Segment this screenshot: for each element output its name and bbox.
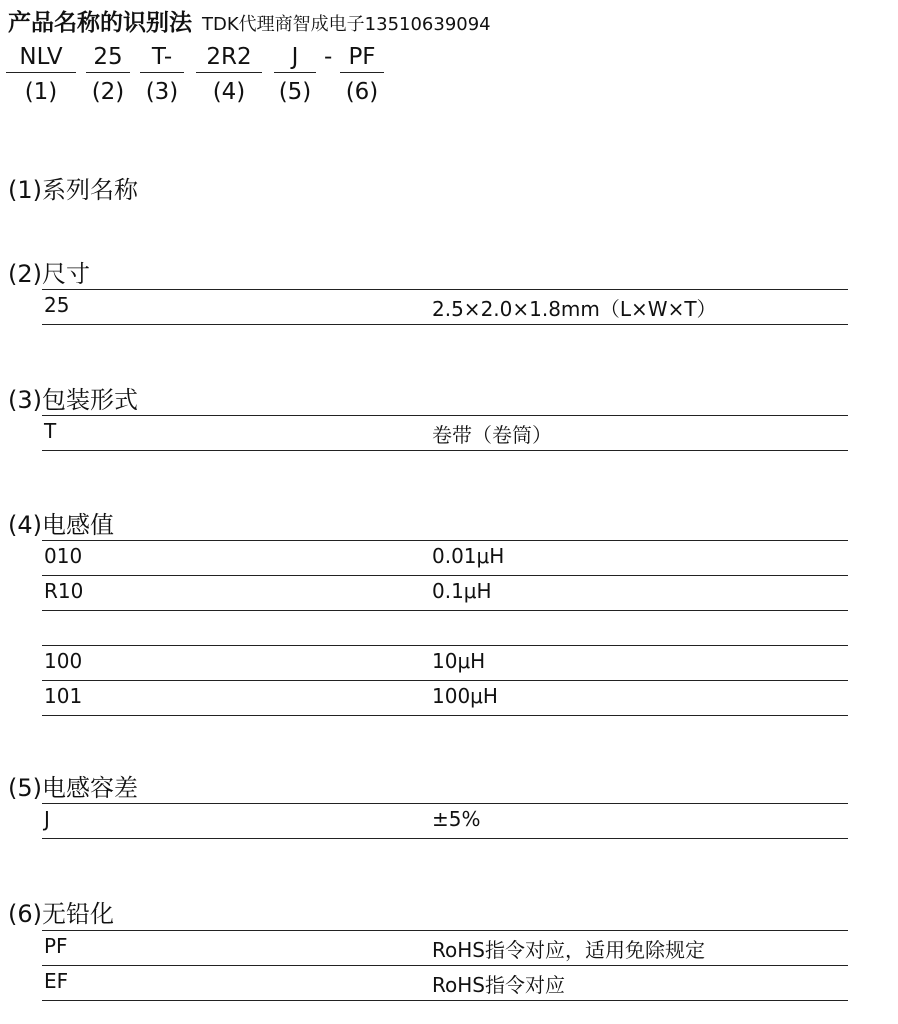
- code-part-index: (2): [91, 79, 125, 105]
- row-description: 10μH: [432, 649, 486, 673]
- row-code: EF: [44, 969, 69, 993]
- section-heading-series: (1)系列名称: [8, 176, 138, 204]
- table-row: [42, 645, 848, 680]
- code-part-tolerance: [274, 42, 316, 107]
- code-part-series: [6, 42, 76, 107]
- size-table: [42, 289, 848, 325]
- code-part-value: PF: [340, 42, 384, 73]
- section-heading-inductance: (4)电感值: [8, 511, 114, 539]
- row-code: T: [44, 419, 57, 443]
- section-heading-leadfree: (6)无铅化: [8, 900, 114, 928]
- code-part-value: T-: [140, 42, 184, 73]
- table-row: [42, 965, 848, 1001]
- code-part-index: (6): [345, 79, 379, 105]
- page-title: 产品名称的识别法: [8, 10, 192, 36]
- row-description: 100μH: [432, 684, 498, 708]
- row-code: PF: [44, 934, 68, 958]
- row-code: 010: [44, 544, 83, 568]
- row-description: 2.5×2.0×1.8mm（L×W×T）: [432, 297, 717, 321]
- code-part-index: (4): [212, 79, 246, 105]
- row-code: R10: [44, 579, 84, 603]
- row-code: 101: [44, 684, 83, 708]
- code-part-index: (3): [145, 79, 179, 105]
- row-description: 0.1μH: [432, 579, 492, 603]
- tolerance-table: [42, 803, 848, 839]
- code-part-packaging: [140, 42, 184, 107]
- table-row: [42, 540, 848, 575]
- row-description: 卷带（卷筒）: [432, 423, 552, 447]
- code-part-value: NLV: [6, 42, 76, 73]
- code-part-index: (5): [278, 79, 312, 105]
- row-code: 25: [44, 293, 70, 317]
- code-part-inductance: [196, 42, 262, 107]
- table-row-blank: [42, 610, 848, 645]
- page-subtitle: TDK代理商智成电子13510639094: [202, 14, 491, 35]
- row-description: 0.01μH: [432, 544, 505, 568]
- code-separator: -: [324, 44, 333, 70]
- row-description: RoHS指令对应，适用免除规定: [432, 938, 705, 962]
- table-row: [42, 803, 848, 839]
- row-code: 100: [44, 649, 83, 673]
- code-part-size: [86, 42, 130, 107]
- code-part-index: (1): [24, 79, 58, 105]
- packaging-table: [42, 415, 848, 451]
- section-heading-size: (2)尺寸: [8, 260, 90, 288]
- table-row: [42, 930, 848, 965]
- row-code: J: [44, 807, 50, 831]
- row-description: ±5%: [432, 807, 481, 831]
- code-part-value: 2R2: [196, 42, 262, 73]
- page-title-row: [8, 4, 491, 37]
- table-row: [42, 289, 848, 325]
- row-description: RoHS指令对应: [432, 973, 565, 997]
- code-part-leadfree: [340, 42, 384, 107]
- table-row: [42, 415, 848, 451]
- section-heading-tolerance: (5)电感容差: [8, 774, 138, 802]
- code-part-value: J: [274, 42, 316, 73]
- table-row: [42, 680, 848, 716]
- code-part-value: 25: [86, 42, 130, 73]
- table-row: [42, 575, 848, 610]
- leadfree-table: [42, 930, 848, 1001]
- section-heading-packaging: (3)包装形式: [8, 386, 138, 414]
- inductance-table: [42, 540, 848, 716]
